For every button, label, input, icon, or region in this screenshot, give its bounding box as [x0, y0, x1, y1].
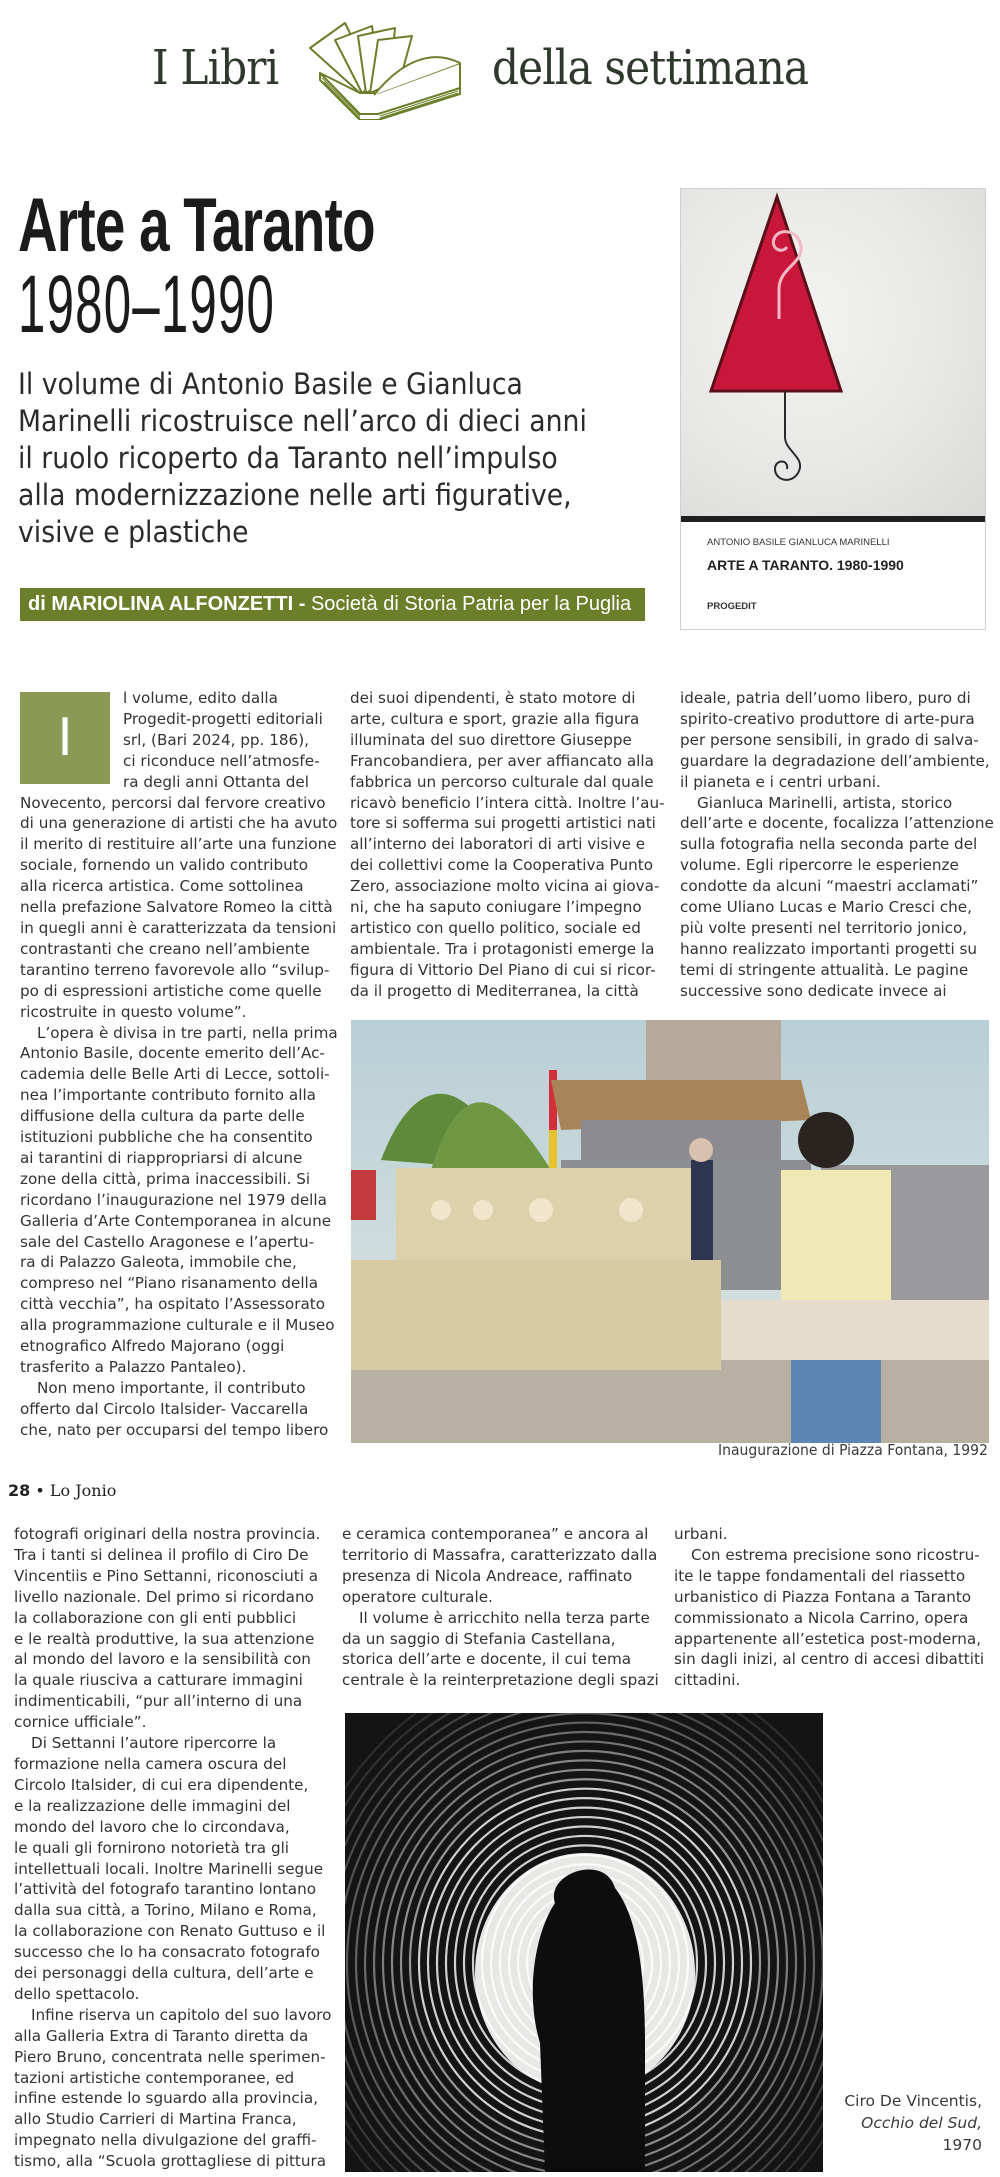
text-line: territorio di Massafra, caratterizzato dalla — [342, 1545, 658, 1564]
folio-bullet: • — [35, 1481, 45, 1500]
text-line: intellettuali locali. Inoltre Marinelli segue — [14, 1859, 324, 1878]
fountain-photo-image — [351, 1020, 989, 1443]
text-line: illuminata del suo direttore Giuseppe — [350, 730, 632, 749]
photo-piazza-fontana — [351, 1020, 989, 1443]
text-line: Circolo Italsider, di cui era dipendente, — [14, 1775, 309, 1794]
drop-cap-letter: I — [57, 708, 73, 768]
text-line: ideale, patria dell’uomo libero, puro di — [680, 689, 971, 707]
body-column-6 — [674, 1524, 990, 1691]
text-line: hanno realizzato importanti progetti su — [680, 939, 978, 958]
text-line: po di espressioni artistiche come quelle — [20, 981, 322, 1000]
byline-bar — [20, 588, 645, 621]
text-line: ci riconduce nell’atmosfe- — [123, 751, 320, 770]
text-line: da il progetto di Mediterranea, la città — [350, 981, 639, 1000]
text-line: Piero Bruno, concentrata nelle sperimen- — [14, 2047, 326, 2066]
text-line: operatore culturale. — [342, 1587, 493, 1606]
masthead-left-word: I Libri — [152, 40, 279, 96]
text-line: Galleria d’Arte Contemporanea in alcune — [20, 1211, 332, 1230]
text-line: e le realtà produttive, la sua attenzione — [14, 1629, 315, 1648]
text-line: urbanistico di Piazza Fontana a Taranto — [674, 1587, 972, 1606]
text-line: tarantino terreno favorevole allo “svilup- — [20, 960, 330, 979]
text-line: indimenticabili, “pur all’interno di una — [14, 1692, 303, 1711]
body-column-5 — [342, 1524, 659, 1691]
masthead — [0, 0, 1000, 130]
article-title: Arte a Taranto — [18, 183, 375, 268]
text-line: più volte presenti nel territorio jonico, — [680, 918, 968, 937]
text-line: sulla fotografia nella seconda parte del — [680, 835, 978, 854]
text-line: commissionato a Nicola Carrino, opera — [674, 1608, 969, 1627]
photo-occhio-del-sud — [345, 1713, 823, 2172]
text-line: al mondo del lavoro e la sensibilità con — [14, 1650, 311, 1669]
text-line: dell’arte e docente, focalizza l’attenzione — [680, 814, 994, 833]
text-line: nea l’importante contributo fornito alla — [20, 1086, 316, 1105]
text-line: dello spettacolo. — [14, 1984, 140, 2003]
page-number: 28 — [8, 1481, 31, 1500]
text-line: Non meno importante, il contributo — [37, 1378, 306, 1397]
text-line: Vincentiis e Pino Settanni, riconosciuti a — [14, 1566, 319, 1585]
text-line: all’interno dei laboratori di arti visive e — [350, 835, 646, 854]
byline-separator: - — [293, 593, 311, 615]
text-line: la collaborazione con gli enti pubblici — [14, 1608, 297, 1627]
text-line: istituzioni pubbliche che ha consentito — [20, 1128, 313, 1147]
body-column-2 — [350, 688, 665, 1002]
lede-line: visive e plastiche — [18, 515, 249, 549]
text-line: contrastanti che creano nell’ambiente — [20, 939, 310, 958]
text-line: da un saggio di Stefania Castellana, — [342, 1629, 616, 1648]
text-line: sale del Castello Aragonese e l’apertu- — [20, 1232, 315, 1251]
text-line: L’opera è divisa in tre parti, nella prima — [37, 1023, 338, 1042]
byline-affiliation: Società di Storia Patria per la Puglia — [310, 593, 632, 615]
text-line: tismo, alla “Scuola grottagliese di pittura — [14, 2152, 327, 2171]
text-line: l volume, edito dalla — [123, 689, 278, 707]
text-line: sociale, fornendo un valido contributo — [20, 856, 309, 875]
text-line: in quegli anni è caratterizzata da tensioni — [20, 918, 337, 937]
text-line: l’attività del fotografo tarantino lontano — [14, 1880, 317, 1899]
text-line: cornice ufficiale”. — [14, 1713, 147, 1732]
text-line: ra di Palazzo Galeota, immobile che, — [20, 1253, 297, 1272]
text-line: livello nazionale. Del primo si ricordano — [14, 1587, 314, 1606]
text-line: città vecchia”, ha ospitato l’Assessorato — [20, 1295, 326, 1314]
text-line: trasferito a Palazzo Pantaleo). — [20, 1358, 247, 1376]
text-line: Progedit-progetti editoriali — [123, 709, 323, 728]
text-line: storica dell’arte e docente, il cui tema — [342, 1650, 632, 1669]
text-line: arte, cultura e sport, grazie alla figura — [350, 709, 640, 728]
text-line: Gianluca Marinelli, artista, storico — [697, 793, 953, 812]
caption-title: Occhio del Sud, — [861, 2114, 982, 2132]
text-line: zone della città, prima inaccessibili. Si — [20, 1169, 311, 1188]
text-line: le quali gli fornirono notorietà tra gli — [14, 1838, 290, 1857]
text-line: ai tarantini di riappropriarsi di alcune — [20, 1148, 303, 1167]
body-column-1 — [20, 688, 338, 1441]
text-line: condotte da alcuni “maestri acclamati” — [680, 877, 979, 896]
text-line: etnografico Alfredo Majorano (oggi — [20, 1337, 285, 1356]
text-line: Antonio Basile, docente emerito dell’Ac- — [20, 1044, 325, 1063]
text-line: successo che lo ha consacrato fotografo — [14, 1943, 320, 1962]
cover-rule — [681, 516, 986, 522]
lede-line: Marinelli ricostruisce nell’arco di dieci anni — [18, 404, 587, 438]
text-line: ite le tappe fondamentali del riassetto — [674, 1566, 966, 1585]
text-line: Francobandiera, per aver affiancato alla — [350, 751, 654, 770]
tunnel-rings-photo-image — [345, 1713, 823, 2172]
text-line: volume. Egli ripercorre le esperienze — [680, 856, 959, 875]
text-line: di una generazione di artisti che ha avuto — [20, 814, 338, 833]
text-line: Con estrema precisione sono ricostru- — [691, 1545, 980, 1564]
text-line: nella prefazione Salvatore Romeo la città — [20, 898, 333, 917]
lede-line: Il volume di Antonio Basile e Gianluca — [18, 367, 523, 401]
text-line: guardare la degradazione dell’ambiente, — [680, 751, 990, 770]
text-line: ni, che ha saputo coniugare l’impegno — [350, 898, 642, 917]
text-line: compreso nel “Piano risanamento della — [20, 1274, 319, 1293]
text-line: sin dagli inizi, al centro di accesi dibattiti — [674, 1650, 985, 1669]
text-line: il merito di restituire all’arte una funzione — [20, 835, 337, 854]
text-line: tore si sofferma sui progetti artistici nati — [350, 814, 656, 833]
open-book-icon — [300, 18, 470, 120]
text-line: Novecento, percorsi dal fervore creativo — [20, 793, 326, 812]
cover-authors: ANTONIO BASILE GIANLUCA MARINELLI — [707, 537, 890, 548]
text-line: fabbrica un percorso culturale dal quale — [350, 772, 654, 791]
text-line: Infine riserva un capitolo del suo lavoro — [31, 2005, 332, 2024]
text-line: temi di stringente attualità. Le pagine — [680, 960, 969, 979]
text-line: fotografi originari della nostra provincia. — [14, 1525, 321, 1543]
text-line: centrale è la reinterpretazione degli spazi — [342, 1671, 659, 1690]
text-line: ra degli anni Ottanta del — [123, 772, 309, 791]
text-line: mondo del lavoro che lo circondava, — [14, 1817, 290, 1836]
cover-publisher: PROGEDIT — [707, 601, 757, 612]
text-line: formazione nella camera oscura del — [14, 1754, 287, 1773]
body-column-3 — [680, 688, 994, 1002]
text-line: successive sono dedicate invece ai — [680, 981, 947, 1000]
page-folio — [8, 1481, 116, 1500]
text-line: alla programmazione culturale e il Museo — [20, 1316, 335, 1335]
masthead-right-word: della settimana — [492, 40, 809, 96]
caption-author: Ciro De Vincentis, — [844, 2092, 982, 2110]
article-years: 1980–1990 — [18, 259, 276, 350]
text-line: ricostruite in questo volume”. — [20, 1002, 247, 1021]
triangle-sculpture-icon — [681, 189, 986, 517]
text-line: cittadini. — [674, 1671, 741, 1690]
text-line: alla Galleria Extra di Taranto diretta da — [14, 2026, 309, 2045]
text-line: srl, (Bari 2024, pp. 186), — [123, 730, 309, 749]
lede-line: il ruolo ricoperto da Taranto nell’impulso — [18, 441, 558, 475]
text-line: offerto dal Circolo Italsider- Vaccarella — [20, 1399, 309, 1418]
text-line: artistico con quello politico, sociale ed — [350, 918, 641, 937]
magazine-name: Lo Jonio — [49, 1481, 117, 1500]
text-line: spirito-creativo produttore di arte-pura — [680, 709, 975, 728]
text-line: impegnato nella divulgazione del graffi- — [14, 2131, 317, 2150]
text-line: la quale riusciva a catturare immagini — [14, 1671, 303, 1690]
text-line: dei personaggi della cultura, dell’arte e — [14, 1964, 314, 1983]
lede-line: alla modernizzazione nelle arti figurative, — [18, 478, 572, 512]
text-line: ricavò beneficio l’intera città. Inoltre l’au- — [350, 793, 665, 812]
text-line: e ceramica contemporanea” e ancora al — [342, 1525, 649, 1543]
text-line: la collaborazione con Renato Guttuso e il — [14, 1922, 326, 1941]
cover-title: ARTE A TARANTO. 1980-1990 — [707, 557, 904, 573]
text-line: ambientale. Tra i protagonisti emerge la — [350, 939, 655, 958]
cover-artwork — [681, 189, 986, 517]
byline-author: di MARIOLINA ALFONZETTI — [28, 593, 294, 615]
article-lede — [18, 366, 607, 551]
text-line: dei suoi dipendenti, è stato motore di — [350, 689, 636, 707]
caption-year: 1970 — [942, 2136, 982, 2154]
text-line: il pianeta e i centri urbani. — [680, 772, 881, 791]
text-line: ricordano l’inaugurazione nel 1979 della — [20, 1190, 327, 1209]
text-line: presenza di Nicola Andreace, raffinato — [342, 1566, 633, 1585]
text-line: che, nato per occuparsi del tempo libero — [20, 1420, 329, 1439]
book-cover — [680, 188, 986, 630]
text-line: Zero, associazione molto vicina ai giova- — [350, 877, 660, 896]
text-line: come Uliano Lucas e Mario Cresci che, — [680, 898, 972, 917]
text-line: dei collettivi come la Cooperativa Punto — [350, 856, 653, 875]
photo-occhio-del-sud-caption — [844, 2090, 982, 2156]
text-line: cademia delle Belle Arti di Lecce, sottoli- — [20, 1065, 330, 1084]
text-line: allo Studio Carrieri di Martina Franca, — [14, 2110, 297, 2129]
text-line: diffusione della cultura da parte delle — [20, 1107, 305, 1126]
text-line: e la realizzazione delle immagini del — [14, 1796, 291, 1815]
text-line: Il volume è arricchito nella terza parte — [359, 1608, 650, 1627]
text-line: figura di Vittorio Del Piano di cui si ricor- — [350, 960, 656, 979]
photo-piazza-fontana-caption: Inaugurazione di Piazza Fontana, 1992 — [718, 1441, 988, 1459]
text-line: urbani. — [674, 1525, 728, 1543]
text-line: appartenente all’estetica post-moderna, — [674, 1629, 982, 1648]
text-line: Di Settanni l’autore ripercorre la — [31, 1734, 277, 1753]
text-line: per persone sensibili, in grado di salva- — [680, 730, 979, 749]
text-line: infine estende lo sguardo alla provincia, — [14, 2089, 319, 2108]
body-column-4 — [14, 1524, 332, 2172]
text-line: dalla sua città, a Torino, Milano e Roma, — [14, 1901, 317, 1920]
text-line: alla ricerca artistica. Come sottolinea — [20, 877, 304, 896]
text-line: Tra i tanti si delinea il profilo di Ciro De — [14, 1545, 309, 1564]
text-line: tazioni artistiche contemporanee, ed — [14, 2068, 295, 2087]
